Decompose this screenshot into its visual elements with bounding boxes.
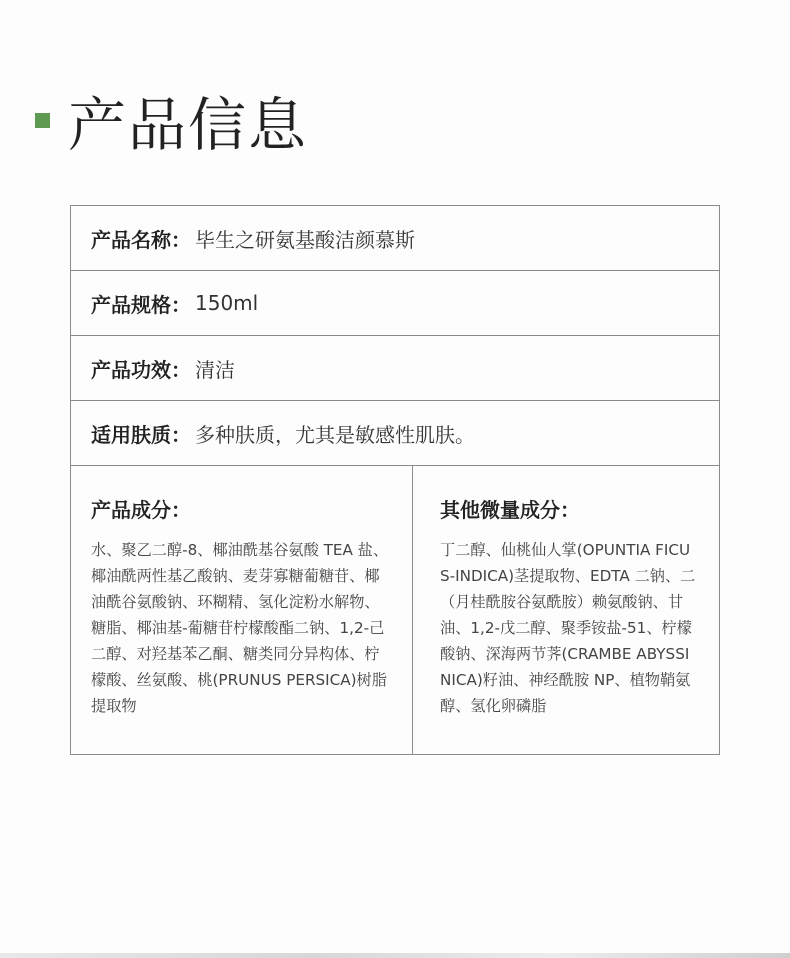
row-product-effect	[71, 336, 719, 401]
page-title: 产品信息	[68, 91, 309, 159]
row-product-spec	[71, 271, 719, 336]
row-value: 清洁	[195, 357, 235, 382]
section-heading	[35, 80, 308, 160]
trace-ingredients-text: 丁二醇、仙桃仙人掌(OPUNTIA FICUS-INDICA)茎提取物、EDTA 二钠、二（月桂酰胺谷氨酰胺）赖氨酸钠、甘油、1,2-戊二醇、聚季铵盐-51、柠檬酸钠、深海两节荠(CRAMBE ABYSSINICA)籽油、神经酰胺 NP、植物鞘氨醇、氢化卵磷脂	[440, 541, 696, 715]
ingredients-title: 产品成分：	[91, 498, 191, 522]
row-label: 产品规格：	[91, 292, 191, 317]
row-value: 毕生之研氨基酸洁颜慕斯	[195, 227, 415, 252]
row-label: 适用肤质：	[91, 422, 191, 447]
ingredients-column	[71, 466, 413, 754]
row-value: 150ml	[195, 291, 259, 315]
row-value: 多种肤质，尤其是敏感性肌肤。	[195, 422, 475, 447]
row-label: 产品名称：	[91, 227, 191, 252]
ingredients-section	[71, 466, 719, 754]
trace-ingredients-title: 其他微量成分：	[440, 498, 580, 522]
ingredients-text: 水、聚乙二醇-8、椰油酰基谷氨酸 TEA 盐、椰油酰两性基乙酸钠、麦芽寡糖葡糖苷、椰油酰谷氨酸钠、环糊精、氢化淀粉水解物、糖脂、椰油基-葡糖苷柠檬酸酯二钠、1,2-己二醇、对羟基苯乙酮、糖类同分异构体、柠檬酸、丝氨酸、桃(PRUNUS PERSICA)树脂提取物	[91, 541, 389, 715]
trace-ingredients-column	[413, 466, 719, 754]
row-product-name	[71, 206, 719, 271]
bottom-divider	[0, 953, 790, 958]
product-info-table	[70, 205, 720, 755]
row-skin-type	[71, 401, 719, 466]
heading-marker	[35, 113, 50, 128]
row-label: 产品功效：	[91, 357, 191, 382]
